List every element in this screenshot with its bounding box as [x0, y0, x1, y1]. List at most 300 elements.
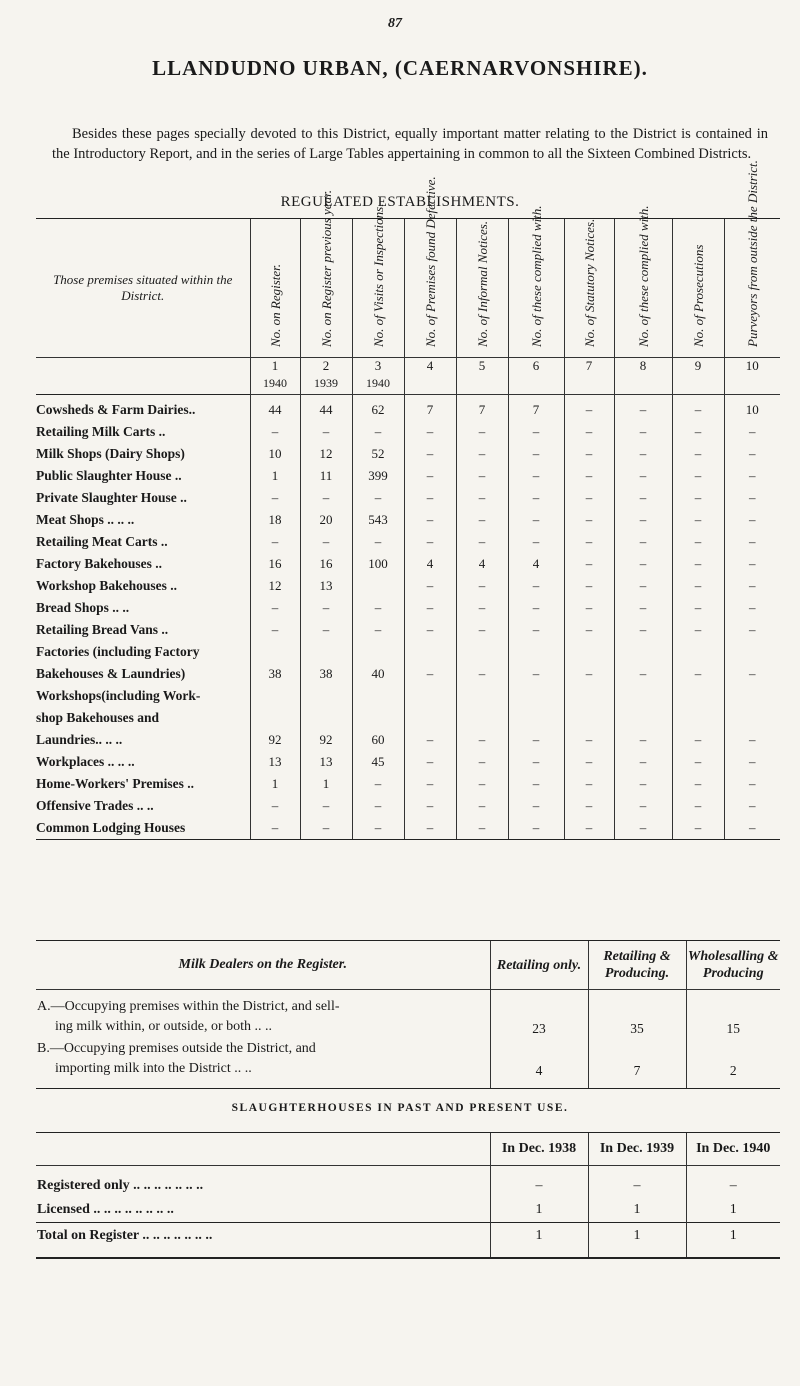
- cell: 7: [508, 399, 564, 421]
- col-header-1939: In Dec. 1939: [588, 1133, 686, 1166]
- cell: 4: [456, 553, 508, 575]
- cell: 38: [250, 663, 300, 685]
- col-header-retailing-producing: Retailing & Producing.: [588, 941, 686, 990]
- cell: 7: [404, 399, 456, 421]
- row-label: Meat Shops .. .. ..: [36, 512, 135, 527]
- cell: 16: [300, 553, 352, 575]
- cell: [404, 641, 456, 663]
- cell: –: [614, 597, 672, 619]
- table-row: [36, 795, 780, 817]
- cell: 18: [250, 509, 300, 531]
- cell: 4: [404, 553, 456, 575]
- regulated-establishments-heading: REGULATED ESTABLISHMENTS.: [280, 194, 520, 210]
- row-label: Cowsheds & Farm Dairies..: [36, 402, 196, 417]
- table-row: [36, 575, 780, 597]
- cell: –: [672, 443, 724, 465]
- total-row: [36, 1223, 780, 1250]
- row-label: Workplaces .. .. ..: [36, 754, 135, 769]
- column-number: 8: [614, 358, 672, 377]
- cell: –: [490, 1174, 588, 1198]
- cell: –: [508, 575, 564, 597]
- cell: –: [724, 663, 780, 685]
- table-row: [36, 597, 780, 619]
- cell: –: [672, 751, 724, 773]
- cell: –: [508, 509, 564, 531]
- cell: 40: [352, 663, 404, 685]
- cell: –: [564, 487, 614, 509]
- cell: [404, 707, 456, 729]
- row-label: Private Slaughter House ..: [36, 490, 187, 505]
- cell: –: [508, 465, 564, 487]
- cell: 92: [300, 729, 352, 751]
- cell: –: [614, 795, 672, 817]
- cell: [564, 685, 614, 707]
- cell: 1: [490, 1198, 588, 1223]
- cell: –: [724, 729, 780, 751]
- cell: 1: [686, 1198, 780, 1223]
- cell: [508, 641, 564, 663]
- cell: [724, 707, 780, 729]
- cell: –: [404, 465, 456, 487]
- col-header-1938: In Dec. 1938: [490, 1133, 588, 1166]
- column-year: 1940: [250, 376, 300, 395]
- cell: –: [672, 729, 724, 751]
- cell: –: [404, 751, 456, 773]
- milk-dealers-table: [36, 940, 780, 1089]
- cell: –: [456, 663, 508, 685]
- cell: –: [352, 817, 404, 840]
- cell: [724, 641, 780, 663]
- cell: [250, 641, 300, 663]
- cell: –: [508, 421, 564, 443]
- cell: –: [564, 465, 614, 487]
- cell: –: [614, 399, 672, 421]
- cell: –: [672, 421, 724, 443]
- cell: –: [300, 597, 352, 619]
- table-row: [36, 399, 780, 421]
- column-year: [508, 376, 564, 395]
- cell: –: [724, 751, 780, 773]
- cell: –: [250, 487, 300, 509]
- cell: 16: [250, 553, 300, 575]
- cell: –: [614, 465, 672, 487]
- col-header: No. on Register.: [250, 219, 300, 358]
- cell: [352, 685, 404, 707]
- cell: –: [352, 795, 404, 817]
- cell: –: [456, 817, 508, 840]
- table-row: [36, 487, 780, 509]
- column-year: [724, 376, 780, 395]
- column-year: [672, 376, 724, 395]
- cell: –: [724, 465, 780, 487]
- col-header: No. of Prosecutions: [672, 219, 724, 358]
- col-header: No. on Register previous year.: [300, 219, 352, 358]
- cell: –: [564, 773, 614, 795]
- cell: 2: [686, 1038, 780, 1080]
- cell: [456, 641, 508, 663]
- cell: [352, 707, 404, 729]
- premises-description-header: Those premises situated within the District.: [36, 219, 250, 358]
- cell: [404, 685, 456, 707]
- cell: –: [404, 795, 456, 817]
- cell: 543: [352, 509, 404, 531]
- cell: [564, 641, 614, 663]
- column-year: [404, 376, 456, 395]
- cell: 13: [250, 751, 300, 773]
- cell: –: [508, 729, 564, 751]
- cell: 23: [490, 996, 588, 1038]
- cell: 100: [352, 553, 404, 575]
- column-year-row: [36, 376, 780, 395]
- cell: –: [724, 487, 780, 509]
- cell: –: [614, 443, 672, 465]
- cell: –: [508, 751, 564, 773]
- cell: –: [508, 443, 564, 465]
- cell: –: [300, 795, 352, 817]
- cell: –: [300, 531, 352, 553]
- cell: [614, 685, 672, 707]
- cell: –: [456, 487, 508, 509]
- cell: –: [456, 465, 508, 487]
- slaughterhouses-table-wrap: [36, 1132, 780, 1259]
- row-label: Retailing Bread Vans ..: [36, 622, 169, 637]
- cell: –: [456, 795, 508, 817]
- cell: –: [614, 729, 672, 751]
- col-header: Purveyors from outside the District.: [724, 219, 780, 358]
- cell: –: [614, 531, 672, 553]
- cell: –: [564, 663, 614, 685]
- row-label: Workshop Bakehouses ..: [36, 578, 178, 593]
- cell: –: [564, 597, 614, 619]
- col-header: No. of Premises found Defective.: [404, 219, 456, 358]
- cell: –: [686, 1174, 780, 1198]
- cell: –: [672, 531, 724, 553]
- cell: [564, 707, 614, 729]
- cell: –: [508, 619, 564, 641]
- cell: –: [614, 773, 672, 795]
- cell: –: [724, 443, 780, 465]
- column-number: 6: [508, 358, 564, 377]
- cell: 1: [250, 465, 300, 487]
- cell: –: [300, 487, 352, 509]
- cell: –: [564, 795, 614, 817]
- table-row: [36, 553, 780, 575]
- cell: [300, 685, 352, 707]
- cell: –: [456, 729, 508, 751]
- cell: 92: [250, 729, 300, 751]
- cell: –: [456, 773, 508, 795]
- cell: 44: [250, 399, 300, 421]
- cell: [614, 641, 672, 663]
- cell: 44: [300, 399, 352, 421]
- column-number-row: [36, 358, 780, 377]
- cell: –: [456, 443, 508, 465]
- cell: –: [614, 663, 672, 685]
- cell: –: [724, 619, 780, 641]
- cell: 1: [588, 1198, 686, 1223]
- column-number: 3: [352, 358, 404, 377]
- table-row: [36, 421, 780, 443]
- cell: [352, 641, 404, 663]
- cell: [508, 707, 564, 729]
- cell: –: [352, 597, 404, 619]
- row-label: B.—Occupying premises outside the District, and importing milk into the District .. ..: [37, 1041, 316, 1076]
- cell: –: [724, 795, 780, 817]
- row-label: Offensive Trades .. ..: [36, 798, 154, 813]
- cell: –: [352, 619, 404, 641]
- row-label: Factories (including Factory: [36, 644, 200, 659]
- cell: 62: [352, 399, 404, 421]
- cell: 1: [250, 773, 300, 795]
- cell: –: [300, 619, 352, 641]
- col-header: No. of these complied with.: [614, 219, 672, 358]
- cell: –: [724, 553, 780, 575]
- cell: –: [672, 663, 724, 685]
- cell: –: [588, 1174, 686, 1198]
- cell: –: [404, 597, 456, 619]
- row-label: Home-Workers' Premises ..: [36, 776, 194, 791]
- cell: –: [508, 773, 564, 795]
- cell: –: [250, 795, 300, 817]
- cell: –: [564, 443, 614, 465]
- column-number: 1: [250, 358, 300, 377]
- column-year: 1940: [352, 376, 404, 395]
- col-header-wholesalling-producing: Wholesalling & Producing: [686, 941, 780, 990]
- row-label: shop Bakehouses and: [36, 710, 160, 725]
- table-row: [36, 685, 780, 707]
- cell: –: [404, 421, 456, 443]
- column-year: 1939: [300, 376, 352, 395]
- cell: 20: [300, 509, 352, 531]
- cell: 4: [508, 553, 564, 575]
- cell: [614, 707, 672, 729]
- row-label: Common Lodging Houses: [36, 817, 250, 840]
- cell: [672, 641, 724, 663]
- cell: 13: [300, 575, 352, 597]
- cell: –: [672, 773, 724, 795]
- cell: –: [672, 487, 724, 509]
- cell: –: [404, 619, 456, 641]
- cell: –: [250, 421, 300, 443]
- cell: –: [724, 421, 780, 443]
- col-header-retailing: Retailing only.: [490, 941, 588, 990]
- table-row: [36, 817, 780, 840]
- cell: –: [564, 619, 614, 641]
- cell: [672, 707, 724, 729]
- cell: –: [404, 487, 456, 509]
- cell: –: [250, 597, 300, 619]
- cell: 1: [686, 1223, 780, 1250]
- cell: –: [404, 773, 456, 795]
- cell: 1: [588, 1223, 686, 1250]
- cell: –: [404, 729, 456, 751]
- table-row: [36, 465, 780, 487]
- col-header: No. of Informal Notices.: [456, 219, 508, 358]
- cell: –: [672, 509, 724, 531]
- cell: –: [672, 795, 724, 817]
- table-row: [36, 1198, 780, 1223]
- cell: –: [724, 773, 780, 795]
- cell: 11: [300, 465, 352, 487]
- column-number: 2: [300, 358, 352, 377]
- intro-paragraph: Besides these pages specially devoted to this District, equally important matter relating to the District is contained in the Introductory Report, and in the series of Large Tables appertaining in common to all the Sixteen Combined Districts.: [52, 126, 768, 162]
- cell: 1: [490, 1223, 588, 1250]
- column-number: 10: [724, 358, 780, 377]
- column-number: 5: [456, 358, 508, 377]
- row-label: A.—Occupying premises within the District, and sell- ing milk within, or outside, or both .. ..: [37, 999, 340, 1034]
- cell: –: [508, 663, 564, 685]
- row-label: Factory Bakehouses ..: [36, 556, 162, 571]
- cell: –: [614, 575, 672, 597]
- milk-dealers-header: Milk Dealers on the Register.: [36, 941, 490, 990]
- cell: [724, 685, 780, 707]
- table-row: [36, 663, 780, 685]
- cell: 399: [352, 465, 404, 487]
- cell: –: [352, 421, 404, 443]
- slaughterhouses-heading: SLAUGHTERHOUSES IN PAST AND PRESENT USE.: [231, 1102, 569, 1114]
- cell: –: [564, 399, 614, 421]
- cell: [352, 575, 404, 597]
- cell: –: [614, 817, 672, 840]
- cell: 60: [352, 729, 404, 751]
- cell: –: [508, 817, 564, 840]
- slaughterhouses-table: [36, 1132, 780, 1259]
- column-number: 4: [404, 358, 456, 377]
- cell: 7: [456, 399, 508, 421]
- cell: –: [672, 619, 724, 641]
- table-row: [36, 751, 780, 773]
- cell: –: [672, 597, 724, 619]
- cell: –: [564, 531, 614, 553]
- cell: –: [672, 399, 724, 421]
- cell: –: [564, 817, 614, 840]
- table-row: [36, 773, 780, 795]
- cell: –: [672, 465, 724, 487]
- table-row: [36, 641, 780, 663]
- table-row: [36, 1038, 780, 1080]
- cell: –: [456, 575, 508, 597]
- cell: [250, 707, 300, 729]
- cell: –: [724, 597, 780, 619]
- cell: –: [300, 421, 352, 443]
- table-row: [36, 996, 780, 1038]
- cell: –: [614, 619, 672, 641]
- cell: –: [404, 443, 456, 465]
- col-header: No. of Statutory Notices.: [564, 219, 614, 358]
- cell: [300, 707, 352, 729]
- page-number: 87: [388, 16, 402, 31]
- cell: –: [404, 663, 456, 685]
- cell: –: [614, 421, 672, 443]
- row-label: Laundries.. .. ..: [36, 732, 123, 747]
- col-header: No. of these complied with.: [508, 219, 564, 358]
- row-label: Workshops(including Work-: [36, 688, 201, 703]
- cell: 4: [490, 1038, 588, 1080]
- cell: [508, 685, 564, 707]
- cell: –: [250, 531, 300, 553]
- cell: –: [724, 575, 780, 597]
- cell: –: [456, 421, 508, 443]
- cell: –: [564, 751, 614, 773]
- table-row: [36, 509, 780, 531]
- row-label: Bakehouses & Laundries): [36, 666, 186, 681]
- cell: 12: [250, 575, 300, 597]
- cell: –: [404, 531, 456, 553]
- table-row: [36, 619, 780, 641]
- table-row: [36, 729, 780, 751]
- cell: –: [456, 619, 508, 641]
- cell: [672, 685, 724, 707]
- cell: –: [724, 531, 780, 553]
- cell: –: [404, 817, 456, 840]
- cell: –: [456, 531, 508, 553]
- cell: –: [404, 509, 456, 531]
- cell: –: [614, 553, 672, 575]
- column-year: [614, 376, 672, 395]
- cell: 52: [352, 443, 404, 465]
- cell: –: [564, 553, 614, 575]
- table-row: [36, 707, 780, 729]
- cell: –: [564, 729, 614, 751]
- table-row: [36, 531, 780, 553]
- regulated-establishments-body: [36, 399, 780, 840]
- cell: [300, 641, 352, 663]
- cell: –: [456, 751, 508, 773]
- cell: –: [456, 597, 508, 619]
- cell: –: [300, 817, 352, 840]
- cell: –: [508, 531, 564, 553]
- total-label: Total on Register .. .. .. .. .. .. ..: [36, 1223, 490, 1250]
- cell: –: [614, 509, 672, 531]
- cell: –: [508, 597, 564, 619]
- cell: 7: [588, 1038, 686, 1080]
- cell: –: [724, 509, 780, 531]
- cell: 1: [300, 773, 352, 795]
- cell: [456, 707, 508, 729]
- cell: 10: [724, 399, 780, 421]
- row-label: Retailing Milk Carts ..: [36, 424, 166, 439]
- cell: [250, 685, 300, 707]
- cell: –: [672, 817, 724, 840]
- cell: –: [564, 421, 614, 443]
- milk-dealers-table-wrap: [36, 940, 780, 1089]
- col-header-1940: In Dec. 1940: [686, 1133, 780, 1166]
- cell: 12: [300, 443, 352, 465]
- table-row: [36, 1174, 780, 1198]
- cell: –: [614, 751, 672, 773]
- row-label: Licensed .. .. .. .. .. .. .. ..: [37, 1202, 174, 1217]
- cell: –: [614, 487, 672, 509]
- row-label: Retailing Meat Carts ..: [36, 534, 168, 549]
- column-year: [456, 376, 508, 395]
- cell: –: [508, 487, 564, 509]
- cell: –: [564, 575, 614, 597]
- cell: –: [404, 575, 456, 597]
- cell: –: [250, 817, 300, 840]
- cell: –: [352, 487, 404, 509]
- table-row: [36, 443, 780, 465]
- cell: –: [352, 531, 404, 553]
- cell: –: [250, 619, 300, 641]
- column-year: [564, 376, 614, 395]
- row-label: Registered only .. .. .. .. .. .. ..: [37, 1178, 204, 1193]
- cell: 15: [686, 996, 780, 1038]
- row-label: Milk Shops (Dairy Shops): [36, 446, 185, 461]
- cell: –: [508, 795, 564, 817]
- cell: 45: [352, 751, 404, 773]
- column-number: 9: [672, 358, 724, 377]
- cell: 35: [588, 996, 686, 1038]
